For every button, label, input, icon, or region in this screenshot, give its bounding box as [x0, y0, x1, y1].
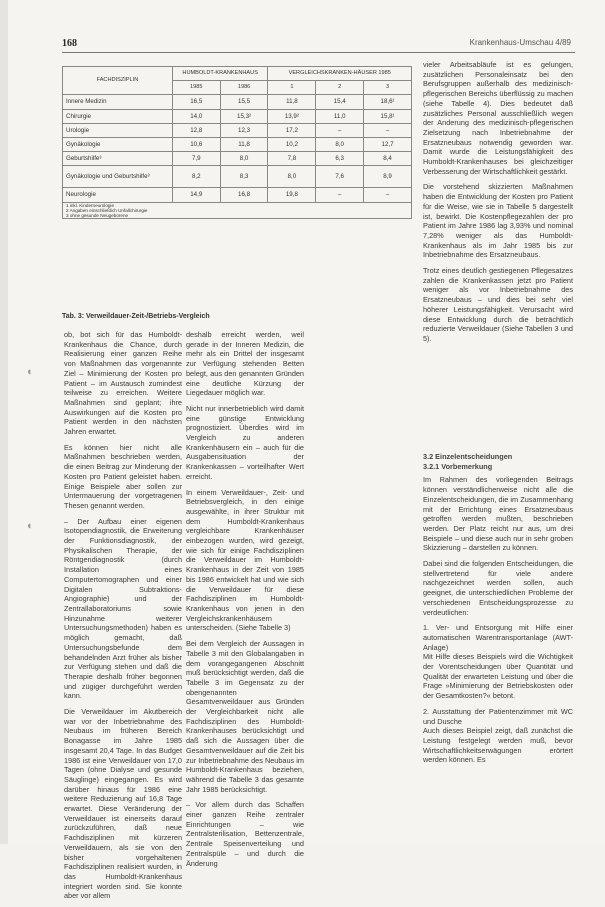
paragraph: Dabei sind die folgenden Entscheidungen, die stellvertretend für viele andere nachgezeichnet werden sollen, auch geeignet, die unterschiedlichen Probleme der verschiedenen Entscheidungsprozesse zu verdeutlichen:	[423, 559, 573, 617]
cell: 15,8¹	[364, 109, 412, 123]
cell: 14,0	[172, 109, 220, 123]
cell: 16,8	[220, 188, 268, 202]
paragraph: – Vor allem durch das Schaffen einer ganzen Reihe zentraler Einrichtungen – wie Zentralsterilisation, Bettenzentrale, Zentrale Speisenverteilung und Zentralspüle – und durch die Änderung	[186, 800, 304, 868]
cell: 11,0	[316, 109, 364, 123]
paragraph: 2. Ausstattung der Patientenzimmer mit WC und Dusche Auch dieses Beispiel zeigt, daß zunächst die Leistung festgelegt werden muß, bevor Wirtschaftlichkeitserwägungen erörtert werden können. Es	[423, 706, 573, 765]
cell: 7,9	[172, 152, 220, 166]
cell: 13,9²	[268, 109, 316, 123]
table-header-year: 1986	[220, 81, 268, 95]
cell: 8,3	[220, 166, 268, 188]
table-row	[63, 152, 412, 166]
row-label: Innere Medizin	[63, 95, 173, 109]
paragraph: Bei dem Vergleich der Aussagen in Tabelle 3 mit den Globalangaben in dem vorangegangenen Abschnitt muß berücksichtigt werden, daß die Tabelle 3 im Gegensatz zu der obengenannten Gesamtverweildauer aus Gründen der Vergleichbarkeit nicht alle Fachdisziplinen des Humboldt-Krankenhauses berücksichtigt und daß sich die Aussagen über die Gesamtverweildauer auf die Zeit bis zur Inbetriebnahme des Neubaus im Humboldt-Krankenhaus beziehen, während die Tabelle 3 das gesamte Jahr 1985 berücksichtigt.	[186, 639, 304, 794]
section-heading: 3.2 Einzelentscheidungen	[423, 452, 513, 461]
text-column-3-lower	[423, 452, 573, 771]
cell: 11,8	[220, 137, 268, 151]
cell: 17,2	[268, 123, 316, 137]
paragraph: deshalb erreicht werden, weil gerade in der Inneren Medizin, die mehr als ein Drittel der insgesamt zur Verfügung stehenden Betten belegt, aus den genannten Gründen eine deutliche Kürzung der Liegedauer möglich war.	[186, 330, 304, 398]
header-rule	[62, 52, 575, 53]
row-label: Chirurgie	[63, 109, 173, 123]
paragraph: Trotz eines deutlich gestiegenen Pflegesatzes zahlen die Krankenkassen jetzt pro Patient weniger als vor Inbetriebnahme des Ersatzneubaus – und dies bei sehr viel höherer Leistungsfähigkeit. Verursacht wird diese Entwicklung durch die beträchtlich reduzierte Verweildauer (Siehe Tabellen 3 und 5).	[423, 266, 573, 343]
binder-hole-mark: ◐	[27, 520, 34, 532]
cell: 8,0	[220, 152, 268, 166]
table-row	[63, 166, 412, 188]
cell: 14,9	[172, 188, 220, 202]
cell: 15,3²	[220, 109, 268, 123]
cell: 7,8	[268, 152, 316, 166]
cell: 16,5	[172, 95, 220, 109]
cell: 12,8	[172, 123, 220, 137]
table-header-vk-col: 1	[268, 81, 316, 95]
row-label: Gynäkologie und Geburtshilfe³	[63, 166, 173, 188]
table-header-vergleich: VERGLEICHSKRANKEN-HÄUSER 1985	[268, 67, 412, 81]
cell: 10,6	[172, 137, 220, 151]
table-header-vk-col: 2	[316, 81, 364, 95]
binder-hole-mark: ◐	[27, 366, 34, 378]
table-note: 1 inkl. Kinderneurologie	[66, 202, 115, 208]
table-notes	[63, 202, 412, 219]
paragraph: Die Verweildauer im Akutbereich war vor der Inbetriebnahme des Neubaus im früheren Bereich Bonagasse im Jahre 1985 insgesamt 20,4 Tage. In das Budget 1986 ist eine Verweildauer von 17,0 Tagen (ohne Dialyse und gesunde Säuglinge) eingegangen. Es wird darüber hinaus für 1986 eine weitere Reduzierung auf 16,8 Tage erwartet. Diese Veränderung der Verweildauer ist einerseits darauf zurückzuführen, daß neue Fachdisziplinen mit kürzeren Verweildauern, als sie von den bisher vorgehaltenen Fachdisziplinen realisiert wurden, in das Humboldt-Krankenhaus integriert worden sind. Sie konnte aber vor allem	[64, 707, 182, 901]
paragraph: vieler Arbeitsabläufe ist es gelungen, zusätzlichen Personaleinsatz bei den Berufsgruppen außerhalb des medizinisch-pflegerischen Bereichs überflüssig zu machen (siehe Tabelle 4). Dies bedeutet daß zusätzliches Personal ausschließlich wegen der Anderung des medizinisch-pflegerischen Zielsetzung nach Inbetriebnahme der Ersatzneubaus notwendig geworden war. Damit wurde die Leistungsfähigkeit des Humboldt-Krankenhauses bei gleichzeitiger Verbesserung der Wirtschaftlichkeit gestärkt.	[423, 60, 573, 176]
cell: 8,0	[268, 166, 316, 188]
cell: 8,9	[364, 166, 412, 188]
table-note: 2 Angaben einschließlich Unfallchirurgie	[66, 207, 148, 213]
cell: 6,3	[316, 152, 364, 166]
text-column-3	[423, 60, 573, 350]
paragraph: Die vorstehend skizzierten Maßnahmen haben die Entwicklung der Kosten pro Patient für die Weise, wie sie in Tabelle 5 dargestellt ist, bewirkt. Die Kostenpflegezahlen der pro Patient im Jahre 1986 lag 3,93% und nominal 7,28% weniger als das Humboldt-Krankenhaus als im Jahr 1985 bis zur Inbetriebnahme des Ersatzneubaus.	[423, 182, 573, 260]
table-notes-row	[63, 202, 412, 219]
table-note: 3 ohne gesunde Neugeborene	[66, 212, 129, 218]
table-header-humboldt: HUMBOLDT-KRANKENHAUS	[172, 67, 268, 81]
running-title: Krankenhaus-Umschau 4/89	[469, 38, 571, 47]
table-row	[63, 137, 412, 151]
text-column-1	[64, 330, 182, 907]
cell: –	[316, 188, 364, 202]
cell: 12,7	[364, 137, 412, 151]
cell: 19,8	[268, 188, 316, 202]
paragraph: In einem Verweildauer-, Zeit- und Betriebsvergleich, in den einige ausgewählte, in ihrer Struktur mit dem Humboldt-Krankenhaus vergleichbare Krankenhäuser einbezogen wurden, wird gezeigt, wie sich für einige Fachdisziplinen die Verweildauer im Humboldt-Krankenhaus in der Zeit von 1985 bis 1986 entwickelt hat und wie sich die Verweildauer für diese Fachdisziplinen im Humboldt-Krankenhaus von jenen in den Vergleichskrankenhäusern unterscheiden. (Siehe Tabelle 3)	[186, 487, 304, 633]
row-label: Geburtshilfe³	[63, 152, 173, 166]
table-header-fachdisziplin: FACHDISZIPLIN	[63, 67, 173, 95]
text-column-2	[186, 330, 304, 874]
row-label: Urologie	[63, 123, 173, 137]
cell: 8,4	[364, 152, 412, 166]
row-label: Gynäkologie	[63, 137, 173, 151]
page-number: 168	[62, 38, 77, 49]
cell: 18,6¹	[364, 95, 412, 109]
paragraph: Nicht nur innerbetrieblich wird damit eine günstige Entwicklung prognostiziert. Überdies wird im Vergleich zu anderen Krankenhäusern ein – auch für die Ausgabensituation der Krankenkassen – vorteilhafter Wert erreicht.	[186, 403, 304, 481]
page-edge-shadow	[0, 0, 8, 844]
paragraph: Es können hier nicht alle Maßnahmen beschrieben werden, die einen Beitrag zur Minderung der Kosten pro Patient geleistet haben. Einige Beispiele aber sollen zur Untermauerung der vorgetragenen Thesen genannt werden.	[64, 442, 182, 510]
cell: 7,6	[316, 166, 364, 188]
table-caption: Tab. 3: Verweildauer-Zeit-/Betriebs-Vergleich	[62, 313, 210, 320]
cell: 11,8	[268, 95, 316, 109]
table-row	[63, 95, 412, 109]
cell: 12,3	[220, 123, 268, 137]
paragraph: 1. Ver- und Entsorgung mit Hilfe einer automatischen Warentransportanlage (AWT-Anlage) Mit Hilfe dieses Beispiels wird die Wichtigkeit der Vorentscheidungen über Quantität und Qualität der erwarteten Leistung und über die Frage »Minimierung der Betriebskosten oder der Gesamtkosten?« betont.	[423, 623, 573, 701]
paragraph: Im Rahmen des vorliegenden Beitrags können verständlicherweise nicht alle die Einzelentscheidungen, die im Zusammenhang mit der Errichtung eines Ersatzneubaus getroffen werden mußten, beschrieben werden. Der Platz reicht nur aus, um drei Beispiele – und diese auch nur in sehr groben Skizzierung – darstellen zu können.	[423, 475, 573, 553]
subsection-heading: 3.2.1 Vorbemerkung	[423, 461, 493, 471]
cell: –	[364, 123, 412, 137]
paragraph: – Der Aufbau einer eigenen Isotopendiagnostik, die Erweiterung der Funktionsdiagnostik, der Physikalischen Therapie, der Röntgendiagnostik (durch Installation eines Computertomographen und einer Digitalen Subtraktions-Angiographie) und der Zentrallaboratoriums sowie Hinzunahme weiterer Untersuchungsmethoden) haben es möglich gemacht, daß Untersuchungsbefunde dem behandelnden Arzt früher als bisher zur Verfügung stehen und daß die Therapie deshalb früher begonnen und zügiger durchgeführt werden kann.	[64, 516, 182, 701]
cell: 15,4	[316, 95, 364, 109]
table-header-vk-col: 3	[364, 81, 412, 95]
table-row	[63, 123, 412, 137]
cell: –	[316, 123, 364, 137]
length-of-stay-table	[62, 66, 412, 219]
paragraph: ob, bot sich für das Humboldt-Krankenhaus die Chance, durch Realisierung einer ganzen Reihe von Maßnahmen das vorgenannte Ziel – Minimierung der Kosten pro Patient – im Austausch zumindest teilweise zu erreichen. Weitere Maßnahmen sind geplant; ihre Auswirkungen auf die Kosten pro Patient werden in den nächsten Jahren erwartet.	[64, 330, 182, 437]
cell: 8,2	[172, 166, 220, 188]
row-label: Neurologie	[63, 188, 173, 202]
table-header-year: 1985	[172, 81, 220, 95]
table-row	[63, 109, 412, 123]
cell: 8,0	[316, 137, 364, 151]
cell: 15,5	[220, 95, 268, 109]
cell: –	[364, 188, 412, 202]
table-row	[63, 188, 412, 202]
cell: 10,2	[268, 137, 316, 151]
